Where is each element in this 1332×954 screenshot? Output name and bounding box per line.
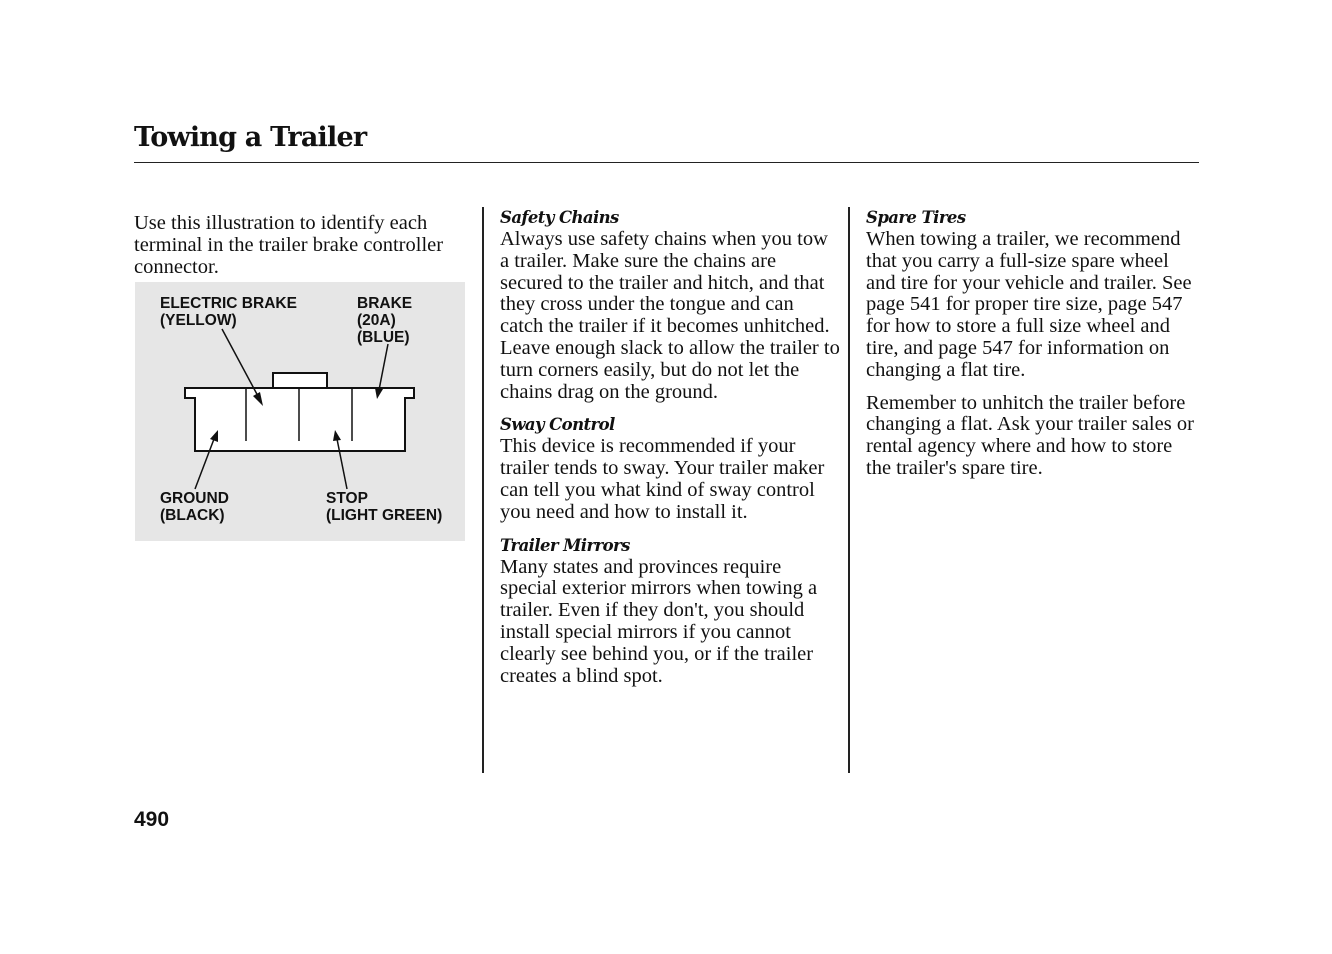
column-left (134, 207, 464, 278)
unhitch-paragraph: Remember to unhitch the trailer before changing a flat. Ask your trailer sales or rental agency where and how to store the trailer's spare tire. (866, 391, 1194, 479)
intro-paragraph: Use this illustration to identify each terminal in the trailer brake controller connector. (134, 212, 444, 278)
section-safety-chains (500, 207, 840, 403)
spare-tires-paragraph: When towing a trailer, we recommend that you carry a full-size spare wheel and tire for your vehicle and trailer. See page 541 for proper tire size, page 547 for how to store a full size wheel and tire, and page 547 for information on changing a flat tire. (866, 228, 1192, 381)
section-trailer-mirrors (500, 535, 840, 688)
section-heading: Sway Control (500, 415, 615, 435)
column-divider (482, 207, 484, 773)
connector-illustration (135, 282, 465, 541)
section-heading: Trailer Mirrors (500, 535, 630, 555)
leader-brake (379, 344, 388, 390)
label-ground: GROUND (BLACK) (160, 490, 229, 524)
page-number: 490 (134, 808, 170, 831)
title-rule (134, 162, 1199, 163)
section-heading: Safety Chains (500, 208, 619, 227)
column-right (866, 207, 1201, 491)
column-divider (848, 207, 850, 773)
label-stop: STOP (LIGHT GREEN) (326, 490, 443, 524)
column-middle (500, 207, 840, 698)
section-sway-control (500, 414, 840, 523)
page-title: Towing a Trailer (134, 122, 367, 153)
section-heading-spare-tires: Spare Tires (866, 208, 966, 227)
label-brake: BRAKE (20A) (BLUE) (357, 295, 413, 346)
section-text: Always use safety chains when you tow a trailer. Make sure the chains are secured to the trailer and hitch, and that they cross under the tongue and can catch the trailer if it becomes unhitched. Leave enough slack to allow the trailer to turn corners easily, but do not let the chains drag on the ground. (500, 228, 840, 403)
section-text: This device is recommended if your trailer tends to sway. Your trailer maker can tell you what kind of sway control you need and how to install it. (500, 435, 825, 523)
label-electric-brake: ELECTRIC BRAKE (YELLOW) (160, 295, 297, 329)
section-text: Many states and provinces require special exterior mirrors when towing a trailer. Even if they don't, you should install special mirrors if you cannot clearly see behind you, or if the trailer creates a blind spot. (500, 555, 818, 687)
